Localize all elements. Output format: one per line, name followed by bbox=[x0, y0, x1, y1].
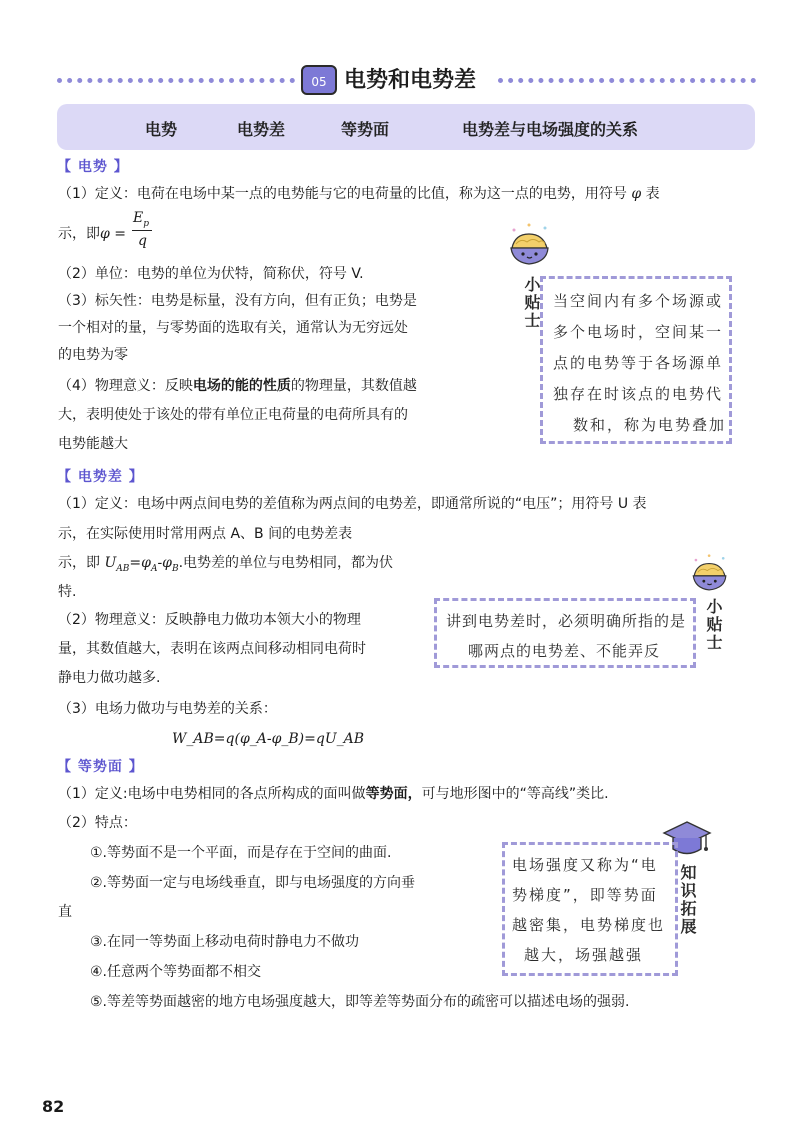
eq-features-title: （2）特点： bbox=[58, 815, 137, 831]
potential-meaning-line2: 大，表明使处于该处的带有单位正电荷量的电荷所具有的 bbox=[58, 407, 408, 423]
nav-item-relation[interactable]: 电势差与电场强度的关系 bbox=[462, 120, 639, 139]
tip1-tag: 小贴士 bbox=[522, 276, 541, 330]
tip1-line4: 独存在时该点的电势代 bbox=[553, 385, 724, 403]
tip2-line1: 讲到电势差时，必须明确所指的是 bbox=[446, 612, 687, 630]
knowledge-line2: 势梯度”，即等势面 bbox=[512, 886, 658, 904]
noodle-bowl-icon bbox=[688, 552, 732, 598]
tip1-line1: 当空间内有多个场源或 bbox=[553, 292, 724, 310]
knowledge-line4: 越大，场强越强 bbox=[524, 946, 644, 964]
pd-definition-line2: 示，在实际使用时常用两点 A、B 间的电势差表 bbox=[58, 526, 353, 542]
potential-definition-line1: （1）定义：电荷在电场中某一点的电势能与它的电荷量的比值，称为这一点的电势，用符号 φ 表 bbox=[58, 186, 660, 202]
noodle-bowl-icon bbox=[505, 222, 555, 272]
potential-formula-denominator: q bbox=[138, 233, 147, 249]
nav-item-equipotential[interactable]: 等势面 bbox=[341, 120, 390, 139]
potential-scalar-line1: （3）标矢性：电势是标量，没有方向，但有正负；电势是 bbox=[58, 293, 417, 309]
pd-work-line1: （3）电场力做功与电势差的关系： bbox=[58, 701, 277, 717]
potential-scalar-line2: 一个相对的量，与零势面的选取有关，通常认为无穷远处 bbox=[58, 320, 408, 336]
potential-definition-line2: 示，即φ = bbox=[58, 226, 126, 242]
eq-feature-1: ①.等势面不是一个平面，而是存在于空间的曲面. bbox=[90, 845, 392, 861]
page-number: 82 bbox=[42, 1097, 65, 1116]
pd-definition-line1: （1）定义：电场中两点间电势的差值称为两点间的电势差，即通常所说的“电压”；用符号 U 表 bbox=[58, 496, 647, 512]
nav-item-potential-difference[interactable]: 电势差 bbox=[237, 120, 286, 139]
pd-meaning-line2: 量，其数值越大，表明在该两点间移动相同电荷时 bbox=[58, 641, 366, 657]
header-dots-right bbox=[498, 78, 756, 83]
section-heading-equipotential: 【 等势面 】 bbox=[57, 759, 144, 775]
tip1-line3: 点的电势等于各场源单 bbox=[553, 354, 724, 372]
tip1-line5: 数和，称为电势叠加 bbox=[573, 416, 727, 434]
nav-item-potential[interactable]: 电势 bbox=[145, 120, 178, 139]
section-number-badge: 05 bbox=[301, 65, 337, 95]
pd-definition-line4: 特. bbox=[58, 584, 77, 600]
pd-work-formula: W_AB=q(φ_A-φ_B)=qU_AB bbox=[172, 731, 365, 747]
eq-definition: （1）定义:电场中电势相同的各点所构成的面叫做等势面，可与地形图中的“等高线”类比. bbox=[58, 786, 609, 802]
knowledge-line3: 越密集，电势梯度也 bbox=[512, 916, 666, 934]
eq-feature-2: ②.等势面一定与电场线垂直，即与电场强度的方向垂 bbox=[90, 875, 415, 891]
eq-feature-4: ④.任意两个等势面都不相交 bbox=[90, 964, 262, 980]
pd-meaning-line1: （2）物理意义：反映静电力做功本领大小的物理 bbox=[58, 612, 361, 628]
knowledge-tag: 知识拓展 bbox=[678, 864, 697, 936]
potential-meaning-line3: 电势能越大 bbox=[58, 436, 128, 452]
header-dots-left bbox=[57, 78, 295, 83]
page-title: 电势和电势差 bbox=[344, 67, 477, 93]
tip1-line2: 多个电场时，空间某一 bbox=[553, 323, 724, 341]
pd-meaning-line3: 静电力做功越多. bbox=[58, 670, 161, 686]
potential-meaning-line1: （4）物理意义：反映电场的能的性质的物理量，其数值越 bbox=[58, 378, 417, 394]
potential-scalar-line3: 的电势为零 bbox=[58, 347, 128, 363]
potential-formula-numerator: $E_p$ bbox=[133, 210, 149, 229]
pd-definition-line3: 示，即 $U_{AB}=\varphi_A-\varphi_B$.电势差的单位与电势相同，都为伏 bbox=[58, 555, 394, 574]
eq-feature-5: ⑤.等差等势面越密的地方电场强度越大，即等差等势面分布的疏密可以描述电场的强弱. bbox=[90, 994, 630, 1010]
knowledge-line1: 电场强度又称为“电 bbox=[512, 856, 658, 874]
tip2-line2: 哪两点的电势差、不能弄反 bbox=[468, 642, 661, 660]
fraction-bar bbox=[132, 230, 152, 231]
eq-feature-2-cont: 直 bbox=[58, 904, 72, 920]
potential-unit: （2）单位：电势的单位为伏特，简称伏，符号 V. bbox=[58, 266, 364, 282]
section-heading-potential-difference: 【 电势差 】 bbox=[57, 469, 144, 485]
section-heading-potential: 【 电势 】 bbox=[57, 159, 129, 175]
tip2-tag: 小贴士 bbox=[704, 598, 723, 652]
eq-feature-3: ③.在同一等势面上移动电荷时静电力不做功 bbox=[90, 934, 359, 950]
